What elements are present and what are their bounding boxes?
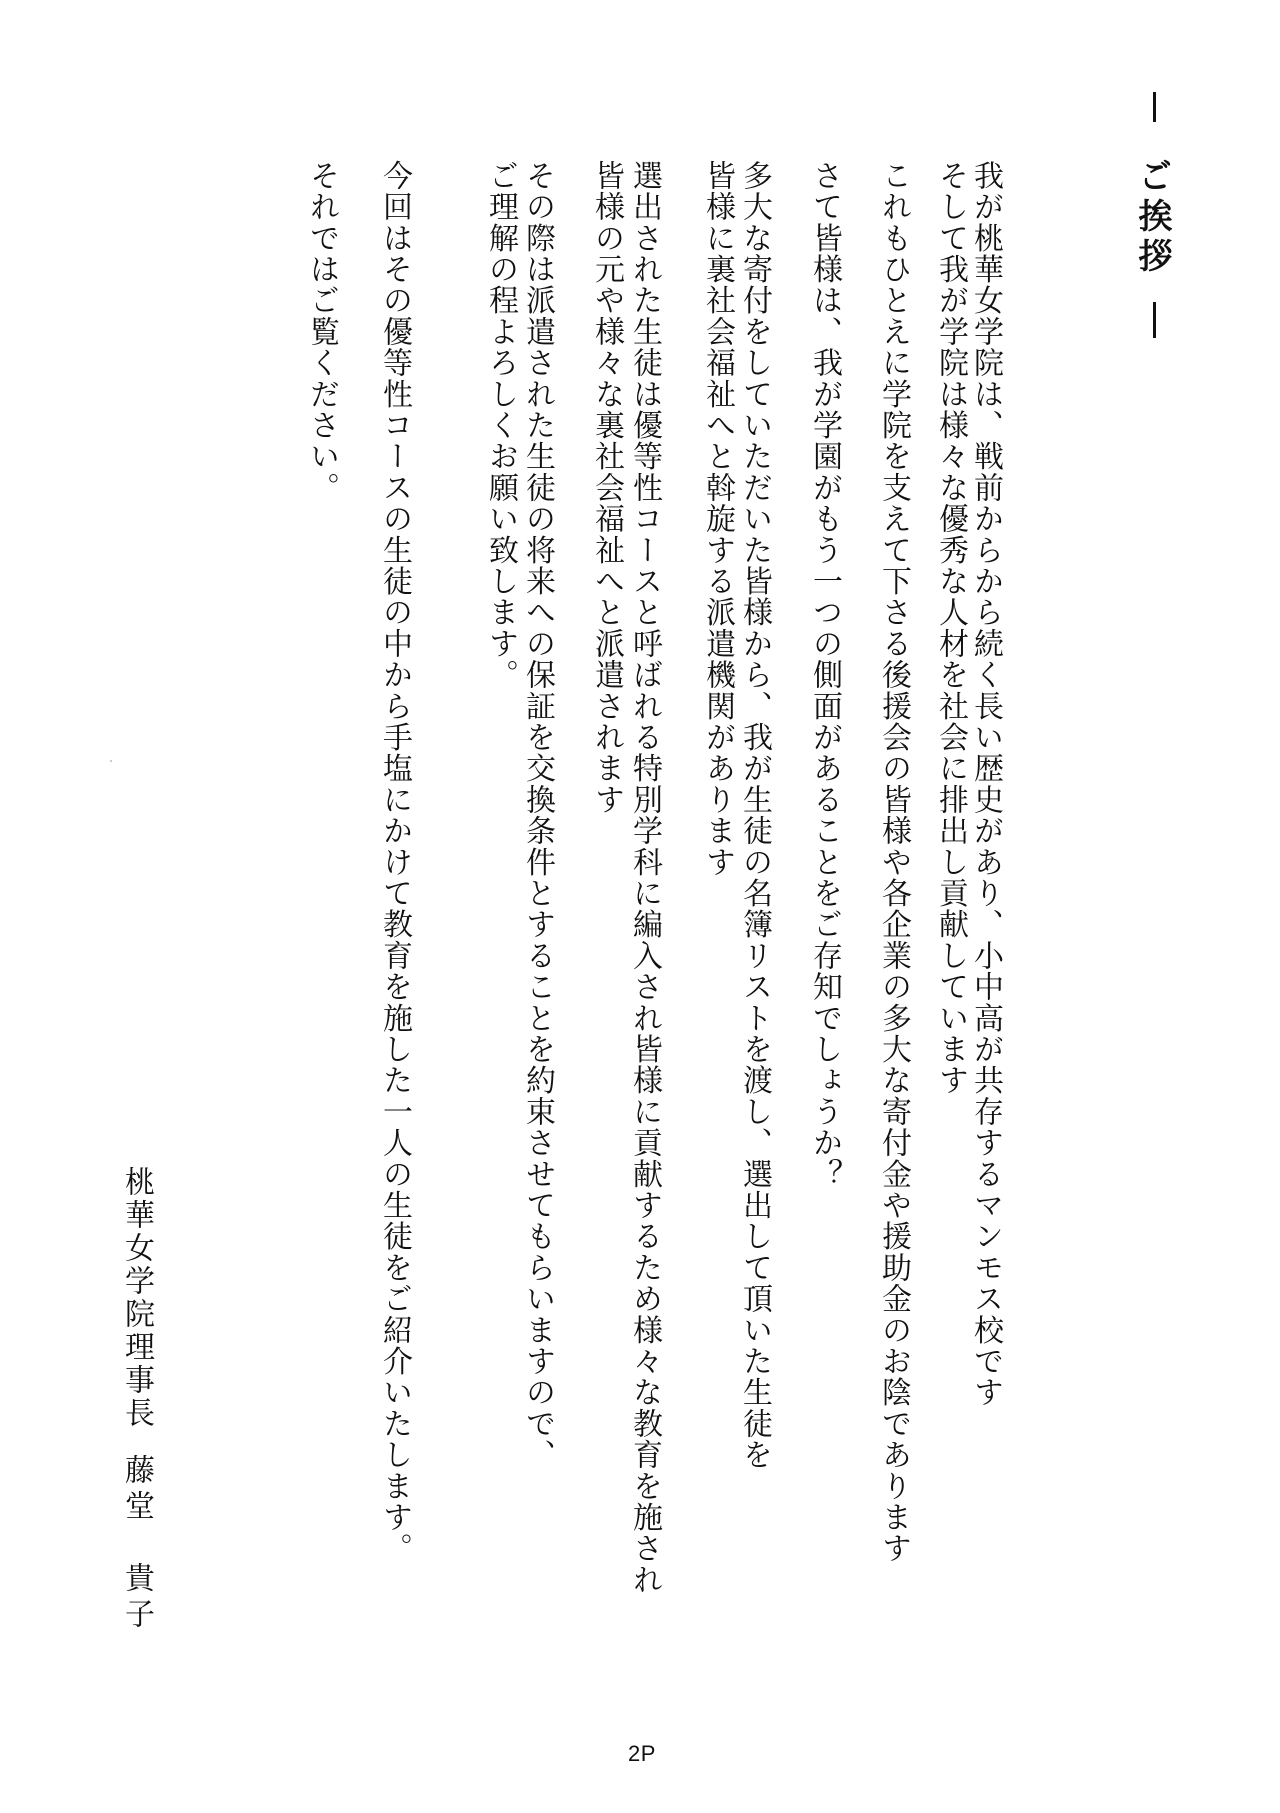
body-line-9: その際は派遣された生徒の将来への保証を交換条件とすることを約束させてもらいますので、 — [520, 160, 555, 1471]
page-title: ご挨拶 — [1132, 158, 1172, 278]
body-line-2: そして我が学院は様々な優秀な人材を社会に排出し貢献しています — [933, 160, 968, 1096]
scan-speck — [110, 760, 112, 762]
body-line-12: それではご覧ください。 — [304, 160, 339, 504]
title-rule-top — [1153, 92, 1156, 122]
body-line-7: 選出された生徒は優等性コースと呼ばれる特別学科に編入され皆様に貢献するため様々な教育を施され — [627, 160, 662, 1596]
body-line-8: 皆様の元や様々な裏社会福祉へと派遣されます — [589, 160, 624, 816]
body-line-11: 今回はその優等性コースの生徒の中から手塩にかけて教育を施した一人の生徒をご紹介いたします。 — [377, 160, 412, 1564]
body-line-4: さて皆様は、我が学園がもう一つの側面があることをご存知でしょうか？ — [807, 160, 842, 1190]
title-rule-bottom — [1153, 302, 1156, 338]
body-line-10: ご理解の程よろしくお願い致します。 — [483, 160, 518, 691]
signature-role: 桃華女学院理事長 — [119, 1166, 154, 1430]
page-number: 2P — [628, 1741, 656, 1766]
body-line-6: 皆様に裏社会福祉へと斡旋する派遣機関があります — [700, 160, 735, 878]
body-line-3: これもひとえに学院を支えて下さる後援会の皆様や各企業の多大な寄付金や援助金のお陰であります — [876, 160, 911, 1564]
signature-name: 藤堂 貴子 — [119, 1454, 154, 1634]
body-line-5: 多大な寄付をしていただいた皆様から、我が生徒の名簿リストを渡し、選出して頂いた生徒を — [737, 160, 772, 1471]
body-line-1: 我が桃華女学院は、戦前からから続く長い歴史があり、小中高が共存するマンモス校です — [968, 160, 1003, 1408]
